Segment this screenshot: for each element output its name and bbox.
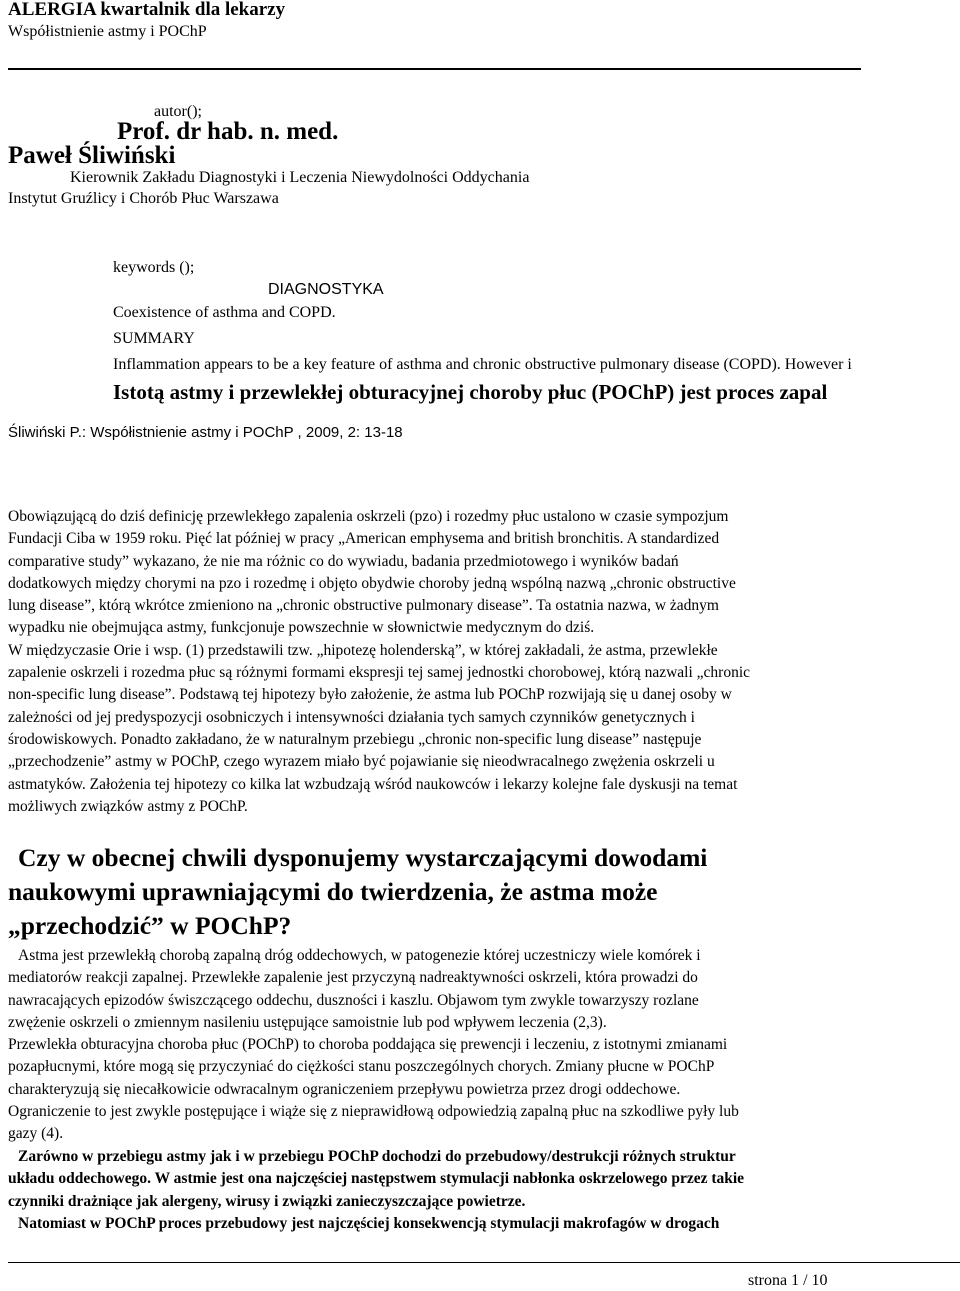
text-line: W międzyczasie Orie i wsp. (1) przedstawili tzw. „hipotezę holenderską”, w której zakładali, że astma, przewlekłe xyxy=(8,641,718,659)
text-line: mediatorów reakcji zapalnej. Przewlekłe zapalenie jest przyczyną nadreaktywności oskrzeli, która prowadzi do xyxy=(8,969,698,987)
text-line: astmatyków. Założenia tej hipotezy co kilka lat wzbudzają wśród naukowców i lekarzy kolejne fale dyskusji na temat xyxy=(8,775,738,793)
page-number: strona 1 / 10 xyxy=(748,1272,828,1289)
text-line: lung disease”, którą wkrótce zmieniono na „chronic obstructive pulmonary disease”. Ta ostatnia nazwa, w żadnym xyxy=(8,597,719,615)
text-line: czynniki drażniące jak alergeny, wirusy i związki zanieczyszczające powietrze. xyxy=(8,1192,526,1210)
text-line: układu oddechowego. W astmie jest ona najczęściej następstwem stymulacji nabłonka oskrzelowego przez takie xyxy=(8,1170,745,1188)
section-heading xyxy=(8,841,948,943)
heading-line: Czy w obecnej chwili dysponujemy wystarczającymi dowodami xyxy=(18,843,708,872)
body-paragraph-1 xyxy=(8,506,958,818)
text-line: gazy (4). xyxy=(8,1125,64,1143)
text-line: Ograniczenie to jest zwykle postępujące i wiąże się z nieprawidłową odpowiedzią zapalną płuc na szkodliwe pyły lub xyxy=(8,1103,739,1121)
text-line: wypadku nie obejmująca astmy, funkcjonuje powszechnie w słownictwie medycznym do dziś. xyxy=(8,619,595,637)
text-line: dodatkowych między chorymi na pzo i rozedmę i objęto obydwie choroby jedną wspólną nazwą „chronic obstructive xyxy=(8,574,736,592)
summary-text: Inflammation appears to be a key feature of asthma and chronic obstructive pulmonary disease (COPD). However i xyxy=(113,356,852,373)
keywords-code-line: keywords (); xyxy=(113,259,195,276)
text-line: Obowiązującą do dziś definicję przewlekłego zapalenia oskrzeli (pzo) i rozedmy płuc ustalono w czasie sympozjum xyxy=(8,508,729,525)
text-line: Natomiast w POChP proces przebudowy jest najczęściej konsekwencją stymulacji makrofagów w drogach xyxy=(18,1215,720,1232)
body-paragraph-4 xyxy=(8,1213,958,1235)
text-line: Zarówno w przebiegu astmy jak i w przebiegu POChP dochodzi do przebudowy/destrukcji różnych struktur xyxy=(18,1148,736,1165)
text-line: zwężenie oskrzeli o zmiennym nasileniu ustępujące samoistnie lub pod wpływem leczenia (2,3). xyxy=(8,1013,607,1031)
author-name: Paweł Śliwiński xyxy=(8,142,176,169)
text-line: Fundacji Ciba w 1959 roku. Pięć lat później w pracy „American emphysema and british bronchitis. A standardized xyxy=(8,530,720,548)
heading-line: naukowymi uprawniającymi do twierdzenia, że astma może xyxy=(8,877,658,906)
journal-title: ALERGIA kwartalnik dla lekarzy xyxy=(8,0,286,20)
text-line: non-specific lung disease”. Podstawą tej hipotezy było założenie, że astma lub POChP rozwijają się u danej osoby w xyxy=(8,686,732,704)
citation: Śliwiński P.: Współistnienie astmy i POChP , 2009, 2: 13-18 xyxy=(8,424,403,441)
english-title: Coexistence of asthma and COPD. xyxy=(113,304,336,321)
text-line: nawracających epizodów świszczącego oddechu, duszności i kaszlu. Objawom tym zwykle towarzyszy rozlane xyxy=(8,991,699,1009)
author-institution: Instytut Gruźlicy i Chorób Płuc Warszawa xyxy=(8,190,279,207)
text-line: Astma jest przewlekłą chorobą zapalną dróg oddechowych, w patogenezie której uczestniczy wiele komórek i xyxy=(18,947,701,964)
text-line: comparative study” wykazano, że nie ma różnic co do wywiadu, badania przedmiotowego i wyników badań xyxy=(8,552,679,570)
heading-line: „przechodzić” w POChP? xyxy=(8,911,292,940)
author-title: Prof. dr hab. n. med. xyxy=(117,118,339,145)
text-line: „przechodzenie” astmy w POChP, czego wyrazem miało być pojawianie się nieodwracalnego zwężenia oskrzeli u xyxy=(8,753,715,771)
text-line: pozapłucnymi, które mogą się przyczyniać do ciężkości stanu poszczególnych chorych. Zmiany płucne w POChP xyxy=(8,1058,715,1076)
body-paragraph-3 xyxy=(8,1146,958,1213)
summary-label: SUMMARY xyxy=(113,330,195,347)
text-line: zapalenie oskrzeli i rozedma płuc są różnymi formami ekspresji tej samej jednostki chorobowej, którą nazwali „chronic xyxy=(8,664,751,682)
text-line: możliwych związków astmy z POChP. xyxy=(8,797,248,815)
document-subtitle: Współistnienie astmy i POChP xyxy=(8,23,207,40)
lead-paragraph: Istotą astmy i przewlekłej obturacyjnej choroby płuc (POChP) jest proces zapal xyxy=(113,380,828,404)
footer-divider xyxy=(8,1262,960,1263)
category-label: DIAGNOSTYKA xyxy=(268,281,384,298)
text-line: charakteryzują się niecałkowicie odwracalnym ograniczeniem przepływu powietrza przez drogi oddechowe. xyxy=(8,1080,681,1098)
author-code-line: autor(); xyxy=(154,103,202,120)
body-paragraph-2 xyxy=(8,945,958,1146)
text-line: zależności od jej predyspozycji osobniczych i intensywności działania tych samych czynników genetycznych i xyxy=(8,708,695,726)
text-line: Przewlekła obturacyjna choroba płuc (POChP) to choroba poddająca się prewencji i leczeniu, z istotnymi zmianami xyxy=(8,1036,728,1054)
author-position: Kierownik Zakładu Diagnostyki i Leczenia Niewydolności Oddychania xyxy=(70,169,530,186)
text-line: środowiskowych. Ponadto zakładano, że w naturalnym przebiegu „chronic non-specific lung disease” następuje xyxy=(8,730,702,748)
header-divider xyxy=(8,68,861,70)
